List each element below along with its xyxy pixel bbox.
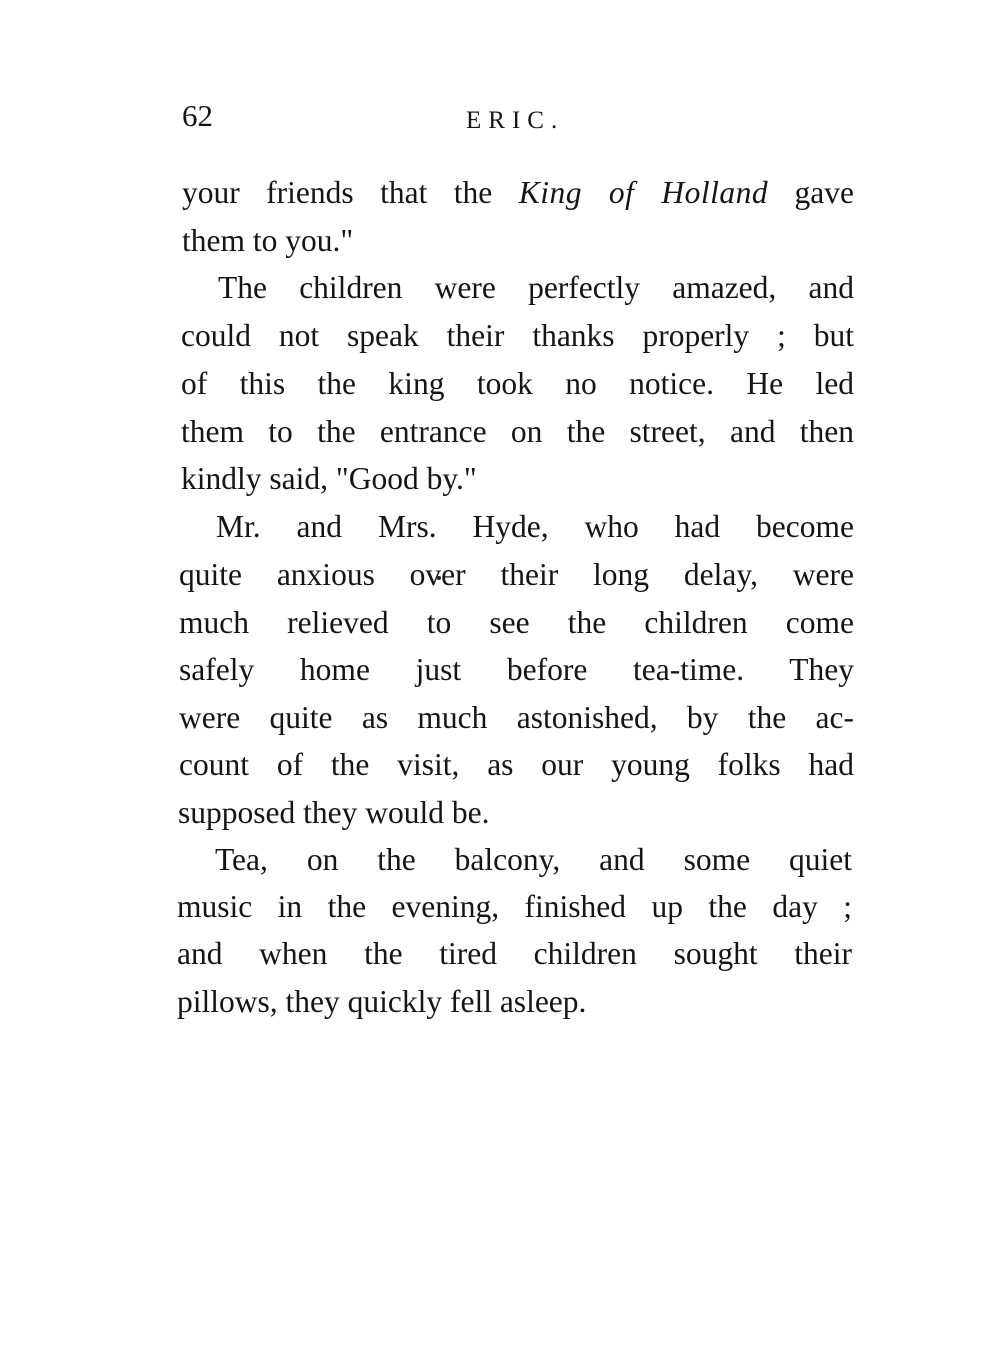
text-line: pillows, they quickly fell asleep. xyxy=(177,984,587,1019)
text-line: them to you." xyxy=(182,223,354,258)
text-line: could not speak their thanks properly ; but xyxy=(181,318,854,353)
italic-title: King of Holland xyxy=(518,175,769,210)
text-line: kindly said, "Good by." xyxy=(181,461,477,496)
text-line: Tea, on the balcony, and some quiet xyxy=(215,842,852,877)
text-run: your friends that the xyxy=(182,175,519,210)
text-line: quite anxious over their long delay, were xyxy=(179,557,854,592)
text-run: gave xyxy=(768,175,854,210)
text-line: safely home just before tea-time. They xyxy=(179,652,854,687)
text-line: them to the entrance on the street, and then xyxy=(181,414,854,449)
page-number: 62 xyxy=(182,98,213,133)
text-line: Mr. and Mrs. Hyde, who had become xyxy=(216,509,854,544)
running-title: ERIC. xyxy=(466,107,565,134)
text-line: and when the tired children sought their xyxy=(177,936,852,971)
text-line: much relieved to see the children come xyxy=(179,605,854,640)
text-line: of this the king took no notice. He led xyxy=(181,366,854,401)
text-line: The children were perfectly amazed, and xyxy=(218,270,854,305)
text-line: supposed they would be. xyxy=(178,795,490,830)
text-line: count of the visit, as our young folks had xyxy=(179,747,854,782)
text-line: music in the evening, finished up the day ; xyxy=(177,889,852,924)
text-line: were quite as much astonished, by the ac- xyxy=(179,700,854,735)
text-line xyxy=(182,173,854,213)
